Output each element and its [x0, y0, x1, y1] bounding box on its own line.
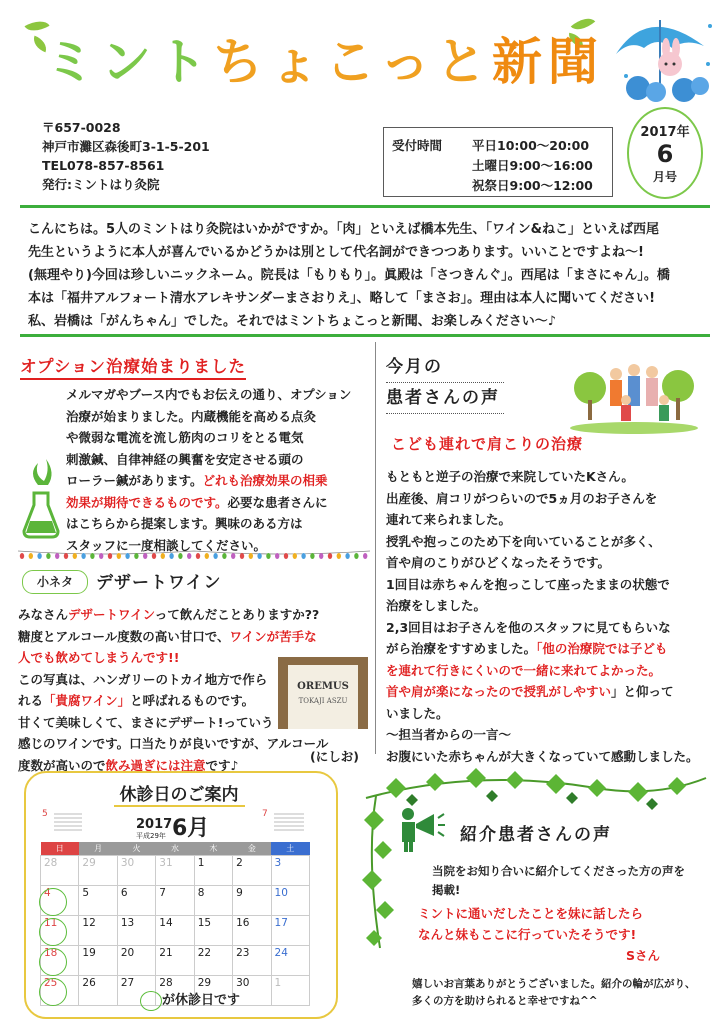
divider — [20, 334, 710, 337]
option-line: 必要な患者さんに — [227, 494, 328, 510]
light-bulb-icon — [55, 553, 59, 559]
option-section-title: オプション治療始まりました — [20, 353, 246, 380]
prev-month-number: 5 — [42, 809, 48, 819]
closed-day-legend-marker — [140, 991, 162, 1011]
patient-voice-line: 」と仰って — [611, 684, 674, 699]
patient-voice-line: いました。 — [386, 705, 449, 721]
publisher: 発行:ミントはり灸院 — [42, 177, 160, 192]
prev-month-mini — [54, 813, 82, 833]
light-bulb-icon — [205, 553, 209, 559]
calendar-day: 30 — [117, 856, 155, 886]
light-bulb-icon — [345, 553, 349, 559]
option-line: 刺激鍼、自律神経の興奮を安定させる頭の — [66, 451, 304, 467]
calendar-day-closed — [41, 976, 79, 1006]
light-bulb-icon — [257, 553, 261, 559]
family-illustration-icon — [568, 356, 700, 436]
light-bulb-icon — [73, 553, 77, 559]
calendar-weekday-row — [41, 842, 310, 856]
calendar-week — [41, 916, 310, 946]
wine-highlight: ワインが苦手な — [229, 628, 317, 644]
light-bulb-icon — [363, 553, 367, 559]
calendar-day: 27 — [117, 976, 155, 1006]
closed-day-marker — [39, 978, 67, 1006]
wine-author: (にしお) — [310, 749, 359, 764]
calendar-day: 7 — [156, 886, 194, 916]
patient-voice-line: 連れて来られました。 — [386, 512, 512, 527]
title-part-chokotto: ちょこっと — [213, 33, 492, 91]
calendar-day: 24 — [271, 946, 309, 976]
light-bulb-icon — [249, 553, 253, 559]
light-bulb-icon — [20, 553, 24, 559]
calendar-day-closed — [41, 886, 79, 916]
calendar-day: 30 — [233, 976, 271, 1006]
calendar-day: 26 — [79, 976, 117, 1006]
light-bulb-icon — [275, 553, 279, 559]
calendar-month: 6月 — [172, 816, 210, 841]
wine-text: みなさん — [18, 607, 69, 622]
light-bulb-icon — [319, 553, 323, 559]
light-bulb-icon — [152, 553, 156, 559]
patient-voice-line: 授乳や抱っこのため下を向いていることが多く、 — [386, 533, 661, 549]
street-address: 神戸市灘区森後町3-1-5-201 — [42, 139, 210, 154]
light-bulb-icon — [81, 553, 85, 559]
hours-weekday: 平日10:00～20:00 — [472, 138, 590, 153]
calendar-legend — [140, 989, 240, 1011]
option-line: スタッフに一度相談してください。 — [66, 537, 267, 553]
light-bulb-icon — [187, 553, 191, 559]
patient-voice-line: 2,3回目はお子さんを他のスタッフに見てもらいな — [386, 619, 671, 635]
referral-thanks — [412, 976, 722, 1010]
calendar-title-wrap — [0, 780, 358, 807]
wine-text: この写真は、ハンガリーのトカイ地方で作ら — [18, 671, 268, 687]
intro-paragraph — [28, 218, 708, 333]
weekday-sun: 日 — [41, 842, 79, 856]
patient-voice-title-line2: 患者さんの声 — [386, 383, 504, 414]
light-bulb-icon — [90, 553, 94, 559]
referral-quote-author: Sさん — [625, 948, 660, 963]
light-bulb-icon — [328, 553, 332, 559]
wine-text: 糖度とアルコール度数の高い甘口で、 — [18, 628, 230, 644]
option-line: 治療が始まりました。内蔵機能を高める点灸 — [66, 408, 317, 424]
option-line: はこちらから提案します。興味のある方は — [66, 516, 303, 531]
patient-voice-line: 首や肩のこりがひどくなったそうです。 — [386, 555, 611, 570]
reception-hours — [383, 127, 613, 197]
light-bulb-icon — [354, 553, 358, 559]
patient-voice-body — [386, 466, 722, 767]
staff-comment-heading: ～担当者からの一言～ — [386, 727, 512, 742]
calendar-day: 19 — [79, 946, 117, 976]
issue-year: 2017年 — [640, 125, 690, 140]
moxa-flask-icon — [22, 455, 60, 540]
option-section-body — [66, 384, 370, 556]
thanks-line: 多くの方を助けられると幸せですね^^ — [412, 995, 598, 1007]
light-bulb-icon — [37, 553, 41, 559]
calendar-day: 15 — [194, 916, 232, 946]
light-bulb-icon — [143, 553, 147, 559]
calendar-day: 28 — [41, 856, 79, 886]
hours-saturday: 土曜日9:00～16:00 — [472, 158, 593, 173]
calendar-day: 22 — [194, 946, 232, 976]
patient-voice-title-line1: 今月の — [386, 352, 504, 383]
light-bulb-icon — [117, 553, 121, 559]
patient-voice-quote: 「他の治療院では子ども — [536, 641, 668, 656]
referral-intro-line: 掲載! — [432, 883, 461, 897]
patient-voice-line: もともと逆子の治療で来院していたKさん。 — [386, 469, 634, 484]
wine-text: です♪ — [205, 757, 239, 773]
calendar-day-number: 4 — [44, 887, 51, 899]
title-part-mint: ミント — [45, 33, 213, 91]
option-highlight: 効果が期待できるものです。 — [66, 494, 228, 510]
weekday-mon: 月 — [79, 842, 117, 856]
light-bulb-icon — [301, 553, 305, 559]
calendar-day: 12 — [79, 916, 117, 946]
calendar-week — [41, 856, 310, 886]
light-bulb-icon — [134, 553, 138, 559]
hours-holiday: 祝祭日9:00～12:00 — [472, 178, 593, 193]
calendar-year: 2017 — [136, 817, 173, 832]
light-bulb-icon — [178, 553, 182, 559]
light-bulb-icon — [222, 553, 226, 559]
light-bulb-icon — [284, 553, 288, 559]
title-part-shinbun: 新聞 — [492, 33, 604, 91]
thanks-line: 嬉しいお言葉ありがとうございました。紹介の輪が広がり、 — [412, 978, 696, 990]
light-bulb-icon — [337, 553, 341, 559]
weekday-tue: 火 — [117, 842, 155, 856]
wine-bottle-photo — [278, 657, 368, 729]
wine-label-sub: TOKAJI ASZU — [298, 697, 348, 705]
patient-voice-subtitle: こども連れで肩こりの治療 — [391, 435, 584, 453]
calendar-week — [41, 946, 310, 976]
wine-highlight: 人でも飲めてしまうんです!! — [18, 650, 180, 665]
patient-voice-line: 1回目は赤ちゃんを抱っこして座ったままの状態で — [386, 576, 670, 592]
calendar-week — [41, 886, 310, 916]
patient-voice-line: 出産後、肩コリがつらいので5ヵ月のお子さんを — [386, 490, 658, 506]
address-block — [42, 118, 210, 194]
calendar-day: 9 — [233, 886, 271, 916]
calendar-day: 16 — [233, 916, 271, 946]
calendar-day-number: 25 — [44, 977, 58, 989]
light-bulb-icon — [196, 553, 200, 559]
calendar-day: 1 — [271, 976, 309, 1006]
hours-label: 受付時間 — [392, 138, 443, 153]
calendar-day: 14 — [156, 916, 194, 946]
calendar-day: 2 — [233, 856, 271, 886]
calendar-grid — [40, 842, 310, 1006]
calendar-day: 6 — [117, 886, 155, 916]
wine-text: って飲んだことありますか?? — [154, 607, 320, 622]
light-bulb-icon — [231, 553, 235, 559]
referral-intro-line: 当院をお知り合いに紹介してくださった方の声を — [432, 864, 685, 878]
patient-voice-line: 治療をしました。 — [386, 598, 487, 613]
wine-text: 甘くて美味しくて、まさにデザート!っていう — [18, 714, 274, 730]
next-month-number: 7 — [262, 809, 268, 819]
calendar-day: 5 — [79, 886, 117, 916]
wine-highlight: 「貴腐ワイン」 — [43, 693, 131, 708]
closed-day-marker — [39, 918, 67, 946]
light-bulb-icon — [310, 553, 314, 559]
option-line: ローラー鍼があります。 — [66, 473, 203, 488]
light-bulb-icon — [46, 553, 50, 559]
wine-section-title: デザートワイン — [96, 573, 222, 593]
calendar-day: 13 — [117, 916, 155, 946]
closed-day-marker — [39, 948, 67, 976]
referral-quote-line: ミントに通いだしたことを妹に話したら — [418, 906, 644, 921]
light-bulb-icon — [29, 553, 33, 559]
megaphone-person-icon — [396, 806, 446, 852]
calendar-day: 21 — [156, 946, 194, 976]
calendar-day: 29 — [194, 976, 232, 1006]
patient-voice-line: がら治療をすすめました。 — [386, 641, 537, 656]
calendar-header — [40, 807, 312, 841]
staff-comment: お腹にいた赤ちゃんが大きくなっていて感動しました。 — [386, 748, 699, 764]
referral-quote-line: なんと妹もここに行っていたそうです! — [418, 927, 637, 942]
intro-line: 本は「福井アルフォート清水アレキサンダーまさおりえ」、略して「まさお」。理由は本人に聞いてください! — [28, 291, 656, 306]
light-bulb-icon — [240, 553, 244, 559]
light-bulb-icon — [161, 553, 165, 559]
light-bulb-icon — [64, 553, 68, 559]
next-month-mini — [274, 813, 304, 833]
wine-text: 感じのワインです。口当たりが良いですが、アルコール — [18, 736, 329, 751]
calendar-day: 8 — [194, 886, 232, 916]
intro-line: 先生というように本人が喜んでいるかどうかは別として代名詞ができつつあります。いいことですよね～! — [28, 245, 644, 260]
calendar-era: 平成29年 — [136, 832, 166, 840]
light-bulb-icon — [108, 553, 112, 559]
patient-voice-quote: 首や肩が楽になったので授乳がしやすい — [386, 684, 612, 699]
light-bulb-icon — [266, 553, 270, 559]
light-bulb-icon — [99, 553, 103, 559]
light-bulb-icon — [293, 553, 297, 559]
neta-badge: 小ネタ — [22, 570, 88, 594]
referral-voice-title: 紹介患者さんの声 — [460, 825, 612, 845]
issue-suffix: 月号 — [652, 170, 677, 184]
wine-highlight: デザートワイン — [68, 607, 155, 622]
wine-label-brand: OREMUS — [297, 681, 349, 692]
intro-line: こんにちは。5人のミントはり灸院はいかがですか。「肉」といえば橋本先生、「ワイン&ねこ」といえば西尾 — [28, 222, 659, 237]
wine-text: と呼ばれるものです。 — [130, 693, 255, 708]
referral-voice-intro — [432, 862, 702, 900]
option-highlight: どれも治療効果の相乗 — [202, 473, 328, 488]
phone-number: TEL078-857-8561 — [42, 158, 165, 173]
calendar-day: 1 — [194, 856, 232, 886]
wine-text: 度数が高いので — [18, 757, 106, 773]
weekday-fri: 金 — [233, 842, 271, 856]
postal-code: 〒657-0028 — [42, 120, 121, 135]
calendar-title: 休診日のご案内 — [114, 780, 245, 807]
weekday-wed: 水 — [156, 842, 194, 856]
light-bulb-icon — [213, 553, 217, 559]
closed-day-marker — [39, 888, 67, 916]
light-bulb-icon — [169, 553, 173, 559]
umbrella-rabbit-icon — [608, 6, 720, 106]
string-lights-icon — [18, 548, 370, 560]
newsletter-title — [45, 22, 604, 94]
issue-badge — [627, 107, 703, 199]
calendar-day: 20 — [117, 946, 155, 976]
calendar-day-number: 18 — [44, 947, 58, 959]
calendar-day-closed — [41, 946, 79, 976]
option-line: メルマガやブース内でもお伝えの通り、オプション — [66, 387, 352, 402]
wine-highlight: 飲み過ぎには注意 — [105, 757, 206, 773]
calendar-day: 23 — [233, 946, 271, 976]
calendar-legend-text: が休診日です — [162, 993, 241, 1008]
option-line: や微弱な電流を流し筋肉のコリをとる電気 — [66, 430, 304, 445]
calendar-day: 10 — [271, 886, 309, 916]
column-divider — [375, 342, 376, 754]
issue-month: 6 — [656, 140, 674, 168]
divider — [20, 205, 710, 208]
calendar-day: 31 — [156, 856, 194, 886]
calendar-day: 3 — [271, 856, 309, 886]
patient-voice-title — [386, 352, 504, 414]
weekday-sat: 土 — [271, 842, 309, 856]
light-bulb-icon — [125, 553, 129, 559]
intro-line: (無理やり)今回は珍しいニックネーム。院長は「もりもり」。眞殿は「さつきんぐ」。西尾は「まさにゃん」。橋 — [28, 268, 670, 283]
calendar-day: 28 — [156, 976, 194, 1006]
wine-text: れる — [18, 693, 44, 708]
intro-line: 私、岩橋は「がんちゃん」でした。それではミントちょこっと新聞、お楽しみください～♪ — [28, 314, 557, 329]
patient-voice-quote: を連れて行きにくいので一緒に来れてよかった。 — [386, 662, 662, 678]
referral-quote — [418, 903, 698, 966]
weekday-thu: 木 — [194, 842, 232, 856]
calendar-day-closed — [41, 916, 79, 946]
calendar-day: 17 — [271, 916, 309, 946]
calendar-day: 29 — [79, 856, 117, 886]
calendar-day-number: 11 — [44, 917, 58, 929]
